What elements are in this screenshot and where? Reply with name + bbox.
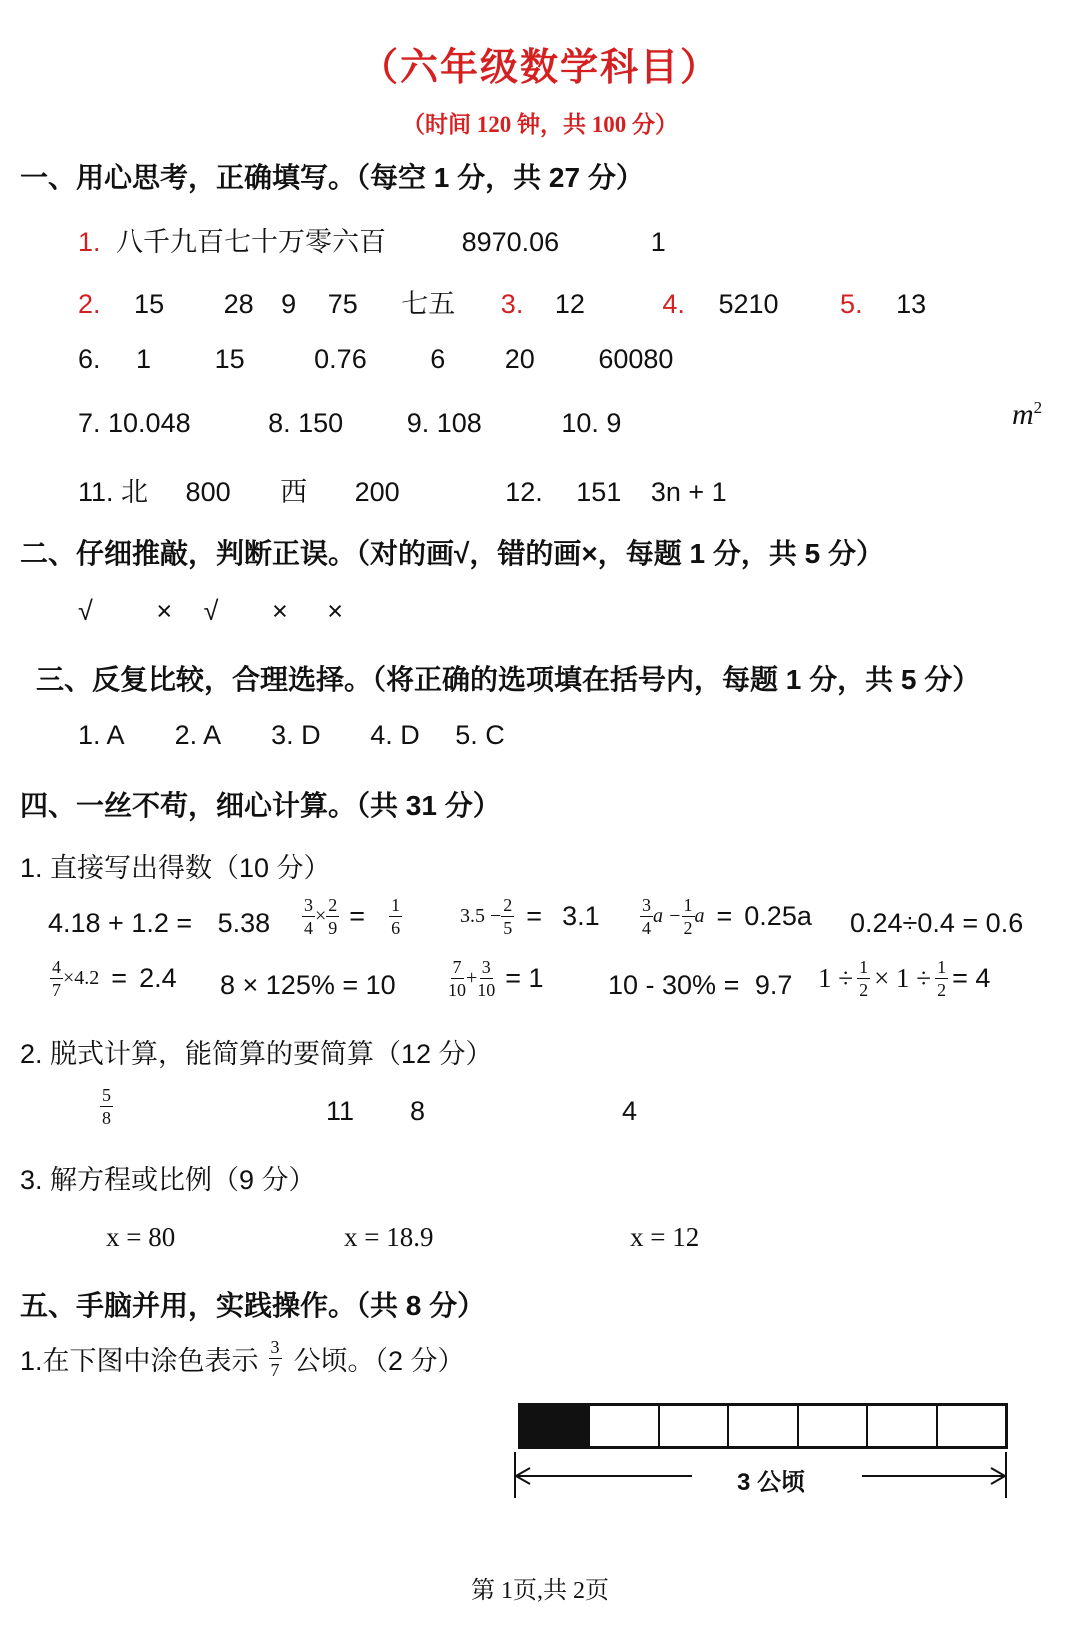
- answer-value: 3n + 1: [650, 477, 727, 507]
- expression: 4.18 + 1.2 =: [48, 908, 193, 938]
- denominator: 4: [642, 918, 651, 938]
- answer-value: 12: [554, 289, 585, 319]
- judgement-answer: √: [203, 596, 219, 626]
- expression: 10 - 30% =: [608, 970, 740, 1000]
- answer-value: 9. 108: [406, 408, 482, 438]
- denominator: 10: [477, 980, 496, 1000]
- denominator: 2: [683, 918, 693, 938]
- equals: =: [111, 963, 128, 993]
- answer-value: 8. 150: [268, 408, 344, 438]
- denominator: 10: [448, 980, 466, 1000]
- answer-value: 15: [214, 344, 245, 374]
- numerator: 2: [328, 895, 338, 915]
- q6-number: 6.: [78, 344, 101, 374]
- denominator: 7: [52, 980, 61, 1000]
- numerator: 3: [270, 1337, 280, 1357]
- answer-value: 6: [430, 344, 446, 374]
- numerator: 3: [481, 957, 491, 977]
- bar-cell-filled: [521, 1406, 590, 1446]
- expression: × 1 ÷: [874, 963, 932, 993]
- answer-value: 60080: [598, 344, 674, 374]
- fraction: [326, 896, 339, 937]
- equation-answer: x = 12: [630, 1222, 700, 1252]
- equation-answer: x = 18.9: [344, 1222, 434, 1252]
- s5-q1-text: [20, 1338, 465, 1379]
- q2-answer: 4: [622, 1096, 638, 1126]
- choice-answers: [78, 720, 505, 751]
- choice-answer: 5. C: [455, 720, 505, 750]
- result: 0.25a: [744, 901, 812, 931]
- page-number: 第 1页,共 2页: [471, 1578, 609, 1604]
- numerator: 4: [52, 957, 61, 977]
- page-subtitle: （时间 120 钟，共 100 分）: [402, 112, 678, 137]
- operator: ×: [315, 905, 327, 927]
- numerator: 3: [642, 895, 651, 915]
- fraction: [448, 958, 466, 999]
- answer-value: 1: [650, 227, 666, 257]
- result-fraction: [389, 896, 402, 937]
- q2-label: 2. 脱式计算，能简算的要简算（12 分）: [20, 1039, 493, 1069]
- expression: ×4.2: [63, 967, 100, 989]
- denominator: 6: [391, 918, 401, 938]
- section1-heading: 一、用心思考，正确填写。（每空 1 分，共 27 分）: [20, 162, 644, 193]
- operator: +: [466, 967, 478, 989]
- answer-value: 5210: [718, 289, 779, 319]
- answer-value: 20: [504, 344, 535, 374]
- judgement-answer: ×: [271, 596, 288, 626]
- fraction: [501, 896, 514, 937]
- expression: 1 ÷: [818, 963, 854, 993]
- choice-answer: 3. D: [271, 720, 321, 750]
- answer-value: 11. 北: [78, 477, 149, 507]
- answer-value: 西: [280, 477, 308, 507]
- section4-heading: 四、一丝不苟，细心计算。（共 31 分）: [20, 790, 501, 821]
- numerator: 1: [391, 895, 401, 915]
- equation-answer: x = 80: [106, 1222, 176, 1252]
- answer-row-5: [78, 470, 727, 509]
- denominator: 7: [270, 1360, 280, 1380]
- answer-value: 13: [896, 289, 927, 319]
- section3-heading: 三、反复比较，合理选择。（将正确的选项填在括号内，每题 1 分，共 5 分）: [36, 664, 981, 695]
- answer-value: 28: [223, 289, 254, 319]
- answer-row-3: [78, 344, 673, 375]
- answer-row-2: [78, 282, 926, 321]
- answer-value: 800: [185, 477, 231, 507]
- denominator: 4: [304, 918, 313, 938]
- bar-label: 3 公顷: [736, 1469, 805, 1496]
- question-text: 公顷。（2 分）: [293, 1346, 465, 1376]
- q4-number: 4.: [662, 289, 685, 319]
- q2-answer-fraction: [100, 1086, 113, 1127]
- bar-cell-empty: [868, 1406, 937, 1446]
- judgement-answer: √: [78, 596, 93, 626]
- answer-value: 7. 10.048: [78, 408, 191, 438]
- q3-label: 3. 解方程或比例（9 分）: [20, 1165, 316, 1195]
- section2-heading: 二、仔细推敲，判断正误。（对的画√，错的画×，每题 1 分，共 5 分）: [20, 538, 884, 569]
- result: = 1: [505, 963, 544, 993]
- q1-label: 1. 直接写出得数（10 分）: [20, 853, 331, 883]
- denominator: 2: [859, 980, 869, 1000]
- answer-value: 10. 9: [561, 408, 622, 438]
- calc-10: [818, 958, 990, 999]
- fraction: [269, 1338, 282, 1379]
- answer-value: 1: [136, 344, 152, 374]
- unit-m: m: [1012, 398, 1034, 431]
- q2-number: 2.: [78, 289, 101, 319]
- bar-cell-empty: [660, 1406, 729, 1446]
- calc-3: [460, 896, 600, 937]
- bar-cell-empty: [938, 1406, 1005, 1446]
- unit-square-meter: [1012, 398, 1042, 432]
- result: = 4: [952, 963, 991, 993]
- answer-row-1: [78, 220, 666, 259]
- answer-value: 200: [354, 477, 400, 507]
- calc-1: [48, 908, 270, 939]
- answer-value: 七五: [401, 289, 456, 319]
- denominator: 2: [937, 980, 947, 1000]
- area-bar-diagram: [518, 1403, 1008, 1449]
- denominator: 5: [503, 918, 513, 938]
- fraction: [477, 958, 495, 999]
- expression: 3.5 −: [460, 905, 502, 927]
- numerator: 7: [452, 957, 462, 977]
- q12-number: 12.: [505, 477, 543, 507]
- fraction: [857, 958, 870, 999]
- result: 2.4: [139, 963, 177, 993]
- q2-answer: 8: [410, 1096, 426, 1126]
- bar-cell-empty: [590, 1406, 659, 1446]
- choice-answer: 4. D: [370, 720, 420, 750]
- calc-9: [608, 970, 792, 1001]
- fraction: [640, 896, 653, 937]
- result: 5.38: [217, 908, 271, 938]
- variable: a: [694, 905, 705, 927]
- expression: a −: [653, 905, 682, 927]
- fraction: [935, 958, 948, 999]
- choice-answer: 1. A: [78, 720, 124, 750]
- numerator: 5: [102, 1085, 111, 1105]
- q1-number: 1.: [78, 227, 101, 257]
- answer-value: 9: [281, 289, 297, 319]
- judgement-answers: [78, 596, 343, 627]
- result: 3.1: [562, 901, 600, 931]
- answer-value: 8970.06: [461, 227, 560, 257]
- equals: =: [526, 901, 543, 931]
- calc-4: [640, 896, 812, 937]
- section5-heading: 五、手脑并用，实践操作。（共 8 分）: [20, 1290, 486, 1321]
- numerator: 2: [503, 895, 513, 915]
- answer-value: 15: [134, 289, 165, 319]
- answer-row-4: [78, 408, 621, 439]
- numerator: 1: [683, 895, 693, 915]
- fraction: [682, 896, 695, 937]
- calc-5: 0.24÷0.4 = 0.6: [850, 908, 1024, 938]
- fraction: [50, 958, 63, 999]
- numerator: 1: [859, 957, 869, 977]
- judgement-answer: ×: [327, 596, 344, 626]
- result: 9.7: [754, 970, 793, 1000]
- equals: =: [716, 901, 733, 931]
- answer-value: 151: [576, 477, 622, 507]
- calc-7: 8 × 125% = 10: [220, 970, 396, 1000]
- calc-8: [448, 958, 544, 999]
- calc-6: [50, 958, 177, 999]
- judgement-answer: ×: [156, 596, 173, 626]
- calc-2: [302, 896, 402, 937]
- answer-text: 八千九百七十万零六百: [116, 227, 387, 257]
- numerator: 1: [937, 957, 947, 977]
- question-text: 1.在下图中涂色表示: [20, 1346, 259, 1376]
- fraction: [302, 896, 315, 937]
- fraction: [100, 1086, 113, 1127]
- page-title: （六年级数学科目）: [359, 47, 720, 89]
- answer-value: 75: [327, 289, 358, 319]
- unit-exponent: 2: [1033, 398, 1043, 417]
- answer-value: 0.76: [314, 344, 367, 374]
- denominator: 8: [102, 1108, 111, 1128]
- q5-number: 5.: [840, 289, 863, 319]
- bar-cell-empty: [799, 1406, 868, 1446]
- choice-answer: 2. A: [174, 720, 220, 750]
- bar-cell-empty: [729, 1406, 798, 1446]
- q3-number: 3.: [500, 289, 524, 319]
- equals: =: [349, 901, 366, 931]
- denominator: 9: [328, 918, 338, 938]
- numerator: 3: [304, 895, 313, 915]
- q2-answer: 11: [326, 1096, 355, 1126]
